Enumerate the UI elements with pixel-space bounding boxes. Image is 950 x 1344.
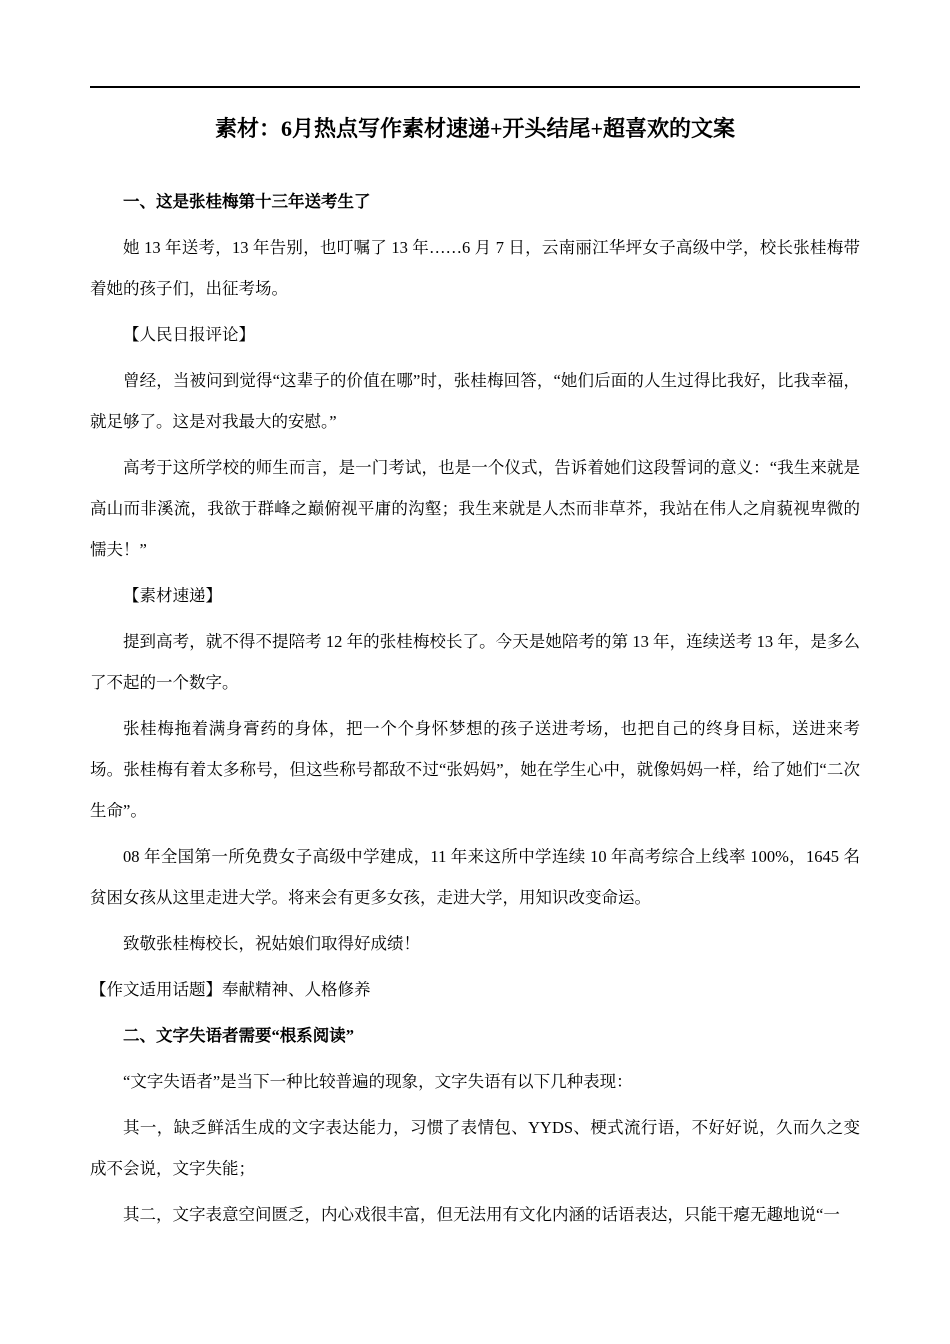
document-title: 素材：6月热点写作素材速递+开头结尾+超喜欢的文案 xyxy=(214,116,736,141)
paragraph: 08 年全国第一所免费女子高级中学建成，11 年来这所中学连续 10 年高考综合上线率 100%，1645 名贫困女孩从这里走进大学。将来会有更多女孩，走进大学，用知识改变命运。 xyxy=(90,846,860,907)
paragraph: 张桂梅拖着满身膏药的身体，把一个个身怀梦想的孩子送进考场，也把自己的终身目标，送进来考场。张桂梅有着太多称号，但这些称号都敌不过“张妈妈”，她在学生心中，就像妈妈一样，给了她们“二次生命”。 xyxy=(90,718,860,820)
paragraph: 其二，文字表意空间匮乏，内心戏很丰富，但无法用有文化内涵的话语表达，只能干瘪无趣地说“一 xyxy=(123,1204,840,1224)
section-heading: 二、文字失语者需要“根系阅读” xyxy=(123,1025,354,1045)
paragraph: 致敬张桂梅校长，祝姑娘们取得好成绩！ xyxy=(123,933,420,953)
paragraph: 【素材速递】 xyxy=(123,585,222,605)
paragraph: 【人民日报评论】 xyxy=(123,324,255,344)
paragraph: 高考于这所学校的师生而言，是一门考试，也是一个仪式，告诉着她们这段誓词的意义：“我生来就是高山而非溪流，我欲于群峰之巅俯视平庸的沟壑；我生来就是人杰而非草芥，我站在伟人之肩藐视卑微的懦夫！” xyxy=(90,457,860,559)
paragraph: 她 13 年送考，13 年告别，也叮嘱了 13 年……6 月 7 日，云南丽江华坪女子高级中学，校长张桂梅带着她的孩子们，出征考场。 xyxy=(90,237,860,298)
header-rule xyxy=(90,86,860,88)
paragraph: “文字失语者”是当下一种比较普遍的现象，文字失语有以下几种表现： xyxy=(123,1071,633,1091)
paragraph: 提到高考，就不得不提陪考 12 年的张桂梅校长了。今天是她陪考的第 13 年，连续送考 13 年，是多么了不起的一个数字。 xyxy=(90,631,860,692)
section-heading: 一、这是张桂梅第十三年送考生了 xyxy=(123,191,371,211)
document-content xyxy=(90,181,860,1235)
paragraph: 【作文适用话题】奉献精神、人格修养 xyxy=(90,979,371,999)
paragraph: 曾经，当被问到觉得“这辈子的价值在哪”时，张桂梅回答，“她们后面的人生过得比我好，比我幸福，就足够了。这是对我最大的安慰。” xyxy=(90,370,860,431)
paragraph: 其一，缺乏鲜活生成的文字表达能力，习惯了表情包、YYDS、梗式流行语，不好好说，久而久之变成不会说，文字失能； xyxy=(90,1117,860,1178)
